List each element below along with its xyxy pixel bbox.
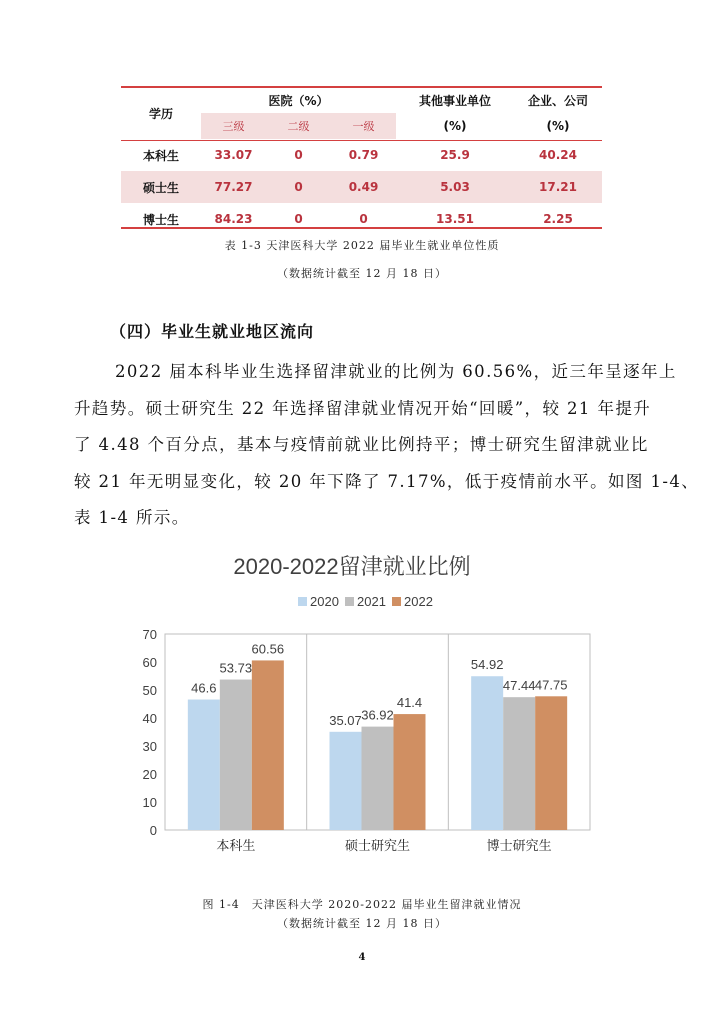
legend-swatch [298,597,307,606]
bar-value-label: 41.4 [396,695,423,711]
y-tick-label: 20 [142,767,157,782]
table-row [121,203,602,235]
header-other-pct: (%) [443,119,467,133]
bar-2020 [330,732,362,830]
bar-2022 [535,696,567,830]
bar-2020 [188,700,220,830]
legend-swatch [345,597,354,606]
header-degree: 学历 [148,106,173,121]
y-tick-label: 40 [142,711,157,726]
bar-value-label: 47.44 [502,678,536,694]
chart-title: 2020-2022留津就业比例 [233,554,471,579]
section-heading: （四）毕业生就业地区流向 [110,322,315,341]
cell-other: 5.03 [396,171,514,203]
paragraph-line: 表 1-4 所示。 [74,508,190,527]
section-paragraph [74,354,700,537]
cell-level-3: 84.23 [214,212,253,226]
legend-swatch [392,597,401,606]
category-label: 博士研究生 [486,838,552,853]
header-other-units: 其他事业单位 [418,93,491,108]
table-note: （数据统计截至 12 月 18 日） [277,267,447,280]
legend-label: 2021 [357,594,386,609]
table-row [121,171,602,203]
table-row [121,139,602,171]
cell-level-2: 0 [266,171,331,203]
bar-2022 [252,660,284,830]
category-label: 硕士研究生 [344,838,411,853]
legend-label: 2020 [310,594,339,609]
cell-level-2: 0 [294,148,303,162]
cell-company: 2.25 [543,212,573,226]
y-tick-label: 0 [149,823,157,838]
paragraph-line: 升趋势。硕士研究生 22 年选择留津就业情况开始“回暖”，较 21 年提升 [74,398,652,418]
cell-level-3: 33.07 [214,148,253,162]
bar-2020 [471,676,503,830]
header-level-2: 二级 [266,113,331,139]
bar-value-label: 54.92 [470,657,504,673]
table-caption: 表 1-3 天津医科大学 2022 届毕业生就业单位性质 [224,239,500,252]
header-level-3: 三级 [201,113,266,139]
bar-2021 [503,697,535,830]
cell-other: 13.51 [436,212,474,226]
bar-value-label: 35.07 [329,712,362,728]
y-tick-label: 30 [142,739,157,754]
cell-degree: 本科生 [142,148,179,163]
cell-company: 17.21 [514,171,602,203]
bar-2021 [362,727,394,830]
cell-company: 40.24 [539,148,577,162]
chart-legend [298,594,433,609]
page-number: 4 [358,952,366,963]
header-level-1: 一级 [331,113,396,139]
chart-plot-area [143,627,590,853]
legend-label: 2022 [404,594,433,609]
header-company-pct: (%) [546,119,570,133]
employment-unit-table [121,87,602,235]
cell-level-1: 0 [359,212,368,226]
y-tick-label: 50 [142,683,157,698]
figure-note: （数据统计截至 12 月 18 日） [277,917,447,930]
y-tick-label: 70 [142,627,157,642]
bar-2021 [220,680,252,830]
header-company: 企业、公司 [527,93,588,108]
paragraph-line: 了 4.48 个百分点，基本与疫情前就业比例持平；博士研究生留津就业比 [74,435,649,454]
bar-value-label: 53.73 [219,660,253,676]
figure-caption: 图 1-4 天津医科大学 2020-2022 届毕业生留津就业情况 [202,898,522,911]
cell-level-2: 0 [294,212,303,226]
paragraph-line: 较 21 年无明显变化，较 20 年下降了 7.17%，低于疫情前水平。如图 1-4、 [74,471,700,491]
category-label: 本科生 [216,838,256,853]
cell-degree: 博士生 [142,212,179,227]
paragraph-line: 2022 届本科毕业生选择留津就业的比例为 60.56%，近三年呈逐年上 [115,362,677,381]
cell-level-1: 0.49 [331,171,396,203]
cell-degree: 硕士生 [121,171,201,203]
cell-level-1: 0.79 [348,148,379,162]
header-hospital: 医院（%） [268,93,329,108]
y-tick-label: 60 [142,655,157,670]
bar-value-label: 60.56 [251,641,285,657]
cell-level-3: 77.27 [201,171,266,203]
y-tick-label: 10 [142,795,157,810]
bar-2022 [394,714,426,830]
bar-value-label: 46.6 [191,680,217,696]
retention-bar-chart [120,540,600,870]
bar-value-label: 47.75 [534,677,568,693]
bar-value-label: 36.92 [361,707,394,723]
cell-other: 25.9 [440,148,470,162]
